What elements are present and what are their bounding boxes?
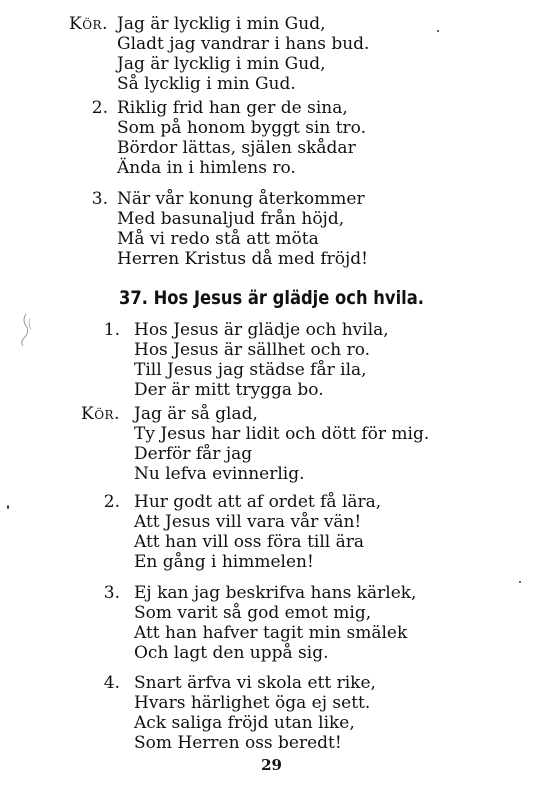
verse-line: Ack saliga fröjd utan like, xyxy=(134,713,355,733)
verse-line: Med basunaljud från höjd, xyxy=(117,209,345,229)
hymn-title: 37. Hos Jesus är glädje och hvila. xyxy=(118,287,425,309)
verse-line: Att Jesus vill vara vår vän! xyxy=(134,512,362,532)
verse-line: Så lycklig i min Gud. xyxy=(117,74,296,94)
verse-line: Jag är lycklig i min Gud, xyxy=(117,14,326,34)
stanza-marker: 2. xyxy=(103,492,120,512)
verse-line: En gång i himmelen! xyxy=(134,552,314,572)
stanza-marker: 1. xyxy=(103,320,120,340)
verse-line: Att han vill oss föra till ära xyxy=(134,532,365,552)
verse-line: Som Herren oss beredt! xyxy=(134,733,342,753)
stanza-marker: Kör. xyxy=(69,14,108,34)
stanza-marker: 3. xyxy=(91,189,108,209)
verse-line: Hvars härlighet öga ej sett. xyxy=(134,693,371,713)
verse-line: När vår konung återkommer xyxy=(117,189,365,209)
stanza-marker: 4. xyxy=(103,673,120,693)
verse-line: Herren Kristus då med fröjd! xyxy=(117,249,368,269)
verse-line: Som på honom byggt sin tro. xyxy=(117,118,367,138)
verse-line: Att han hafver tagit min smälek xyxy=(134,623,408,643)
verse-line: Ty Jesus har lidit och dött för mig. xyxy=(134,424,430,444)
verse-line: Ända in i himlens ro. xyxy=(117,158,296,178)
verse-line: Nu lefva evinnerlig. xyxy=(134,464,305,484)
verse-line: Snart ärfva vi skola ett rike, xyxy=(134,673,376,693)
verse-line: Och lagt den uppå sig. xyxy=(134,643,329,663)
verse-line: Bördor lättas, själen skådar xyxy=(117,138,356,158)
scan-mark xyxy=(14,312,36,348)
verse-line: Gladt jag vandrar i hans bud. xyxy=(117,34,370,54)
stanza-marker: 3. xyxy=(103,583,120,603)
verse-line: Hos Jesus är glädje och hvila, xyxy=(134,320,389,340)
verse-line: Ej kan jag beskrifva hans kärlek, xyxy=(134,583,417,603)
scan-speck xyxy=(519,581,521,583)
verse-line: Hur godt att af ordet få lära, xyxy=(134,492,382,512)
scan-speck xyxy=(437,30,439,32)
verse-line: Till Jesus jag städse får ila, xyxy=(134,360,367,380)
verse-line: Må vi redo stå att möta xyxy=(117,229,319,249)
stanza-marker: 2. xyxy=(91,98,108,118)
verse-line: Jag är så glad, xyxy=(134,404,258,424)
verse-line: Jag är lycklig i min Gud, xyxy=(117,54,326,74)
verse-line: Som varit så god emot mig, xyxy=(134,603,372,623)
scan-speck xyxy=(7,505,9,509)
page-number: 29 xyxy=(261,756,282,774)
verse-line: Riklig frid han ger de sina, xyxy=(117,98,348,118)
verse-line: Der är mitt trygga bo. xyxy=(134,380,324,400)
verse-line: Derför får jag xyxy=(134,444,253,464)
verse-line: Hos Jesus är sällhet och ro. xyxy=(134,340,371,360)
stanza-marker: Kör. xyxy=(81,404,120,424)
